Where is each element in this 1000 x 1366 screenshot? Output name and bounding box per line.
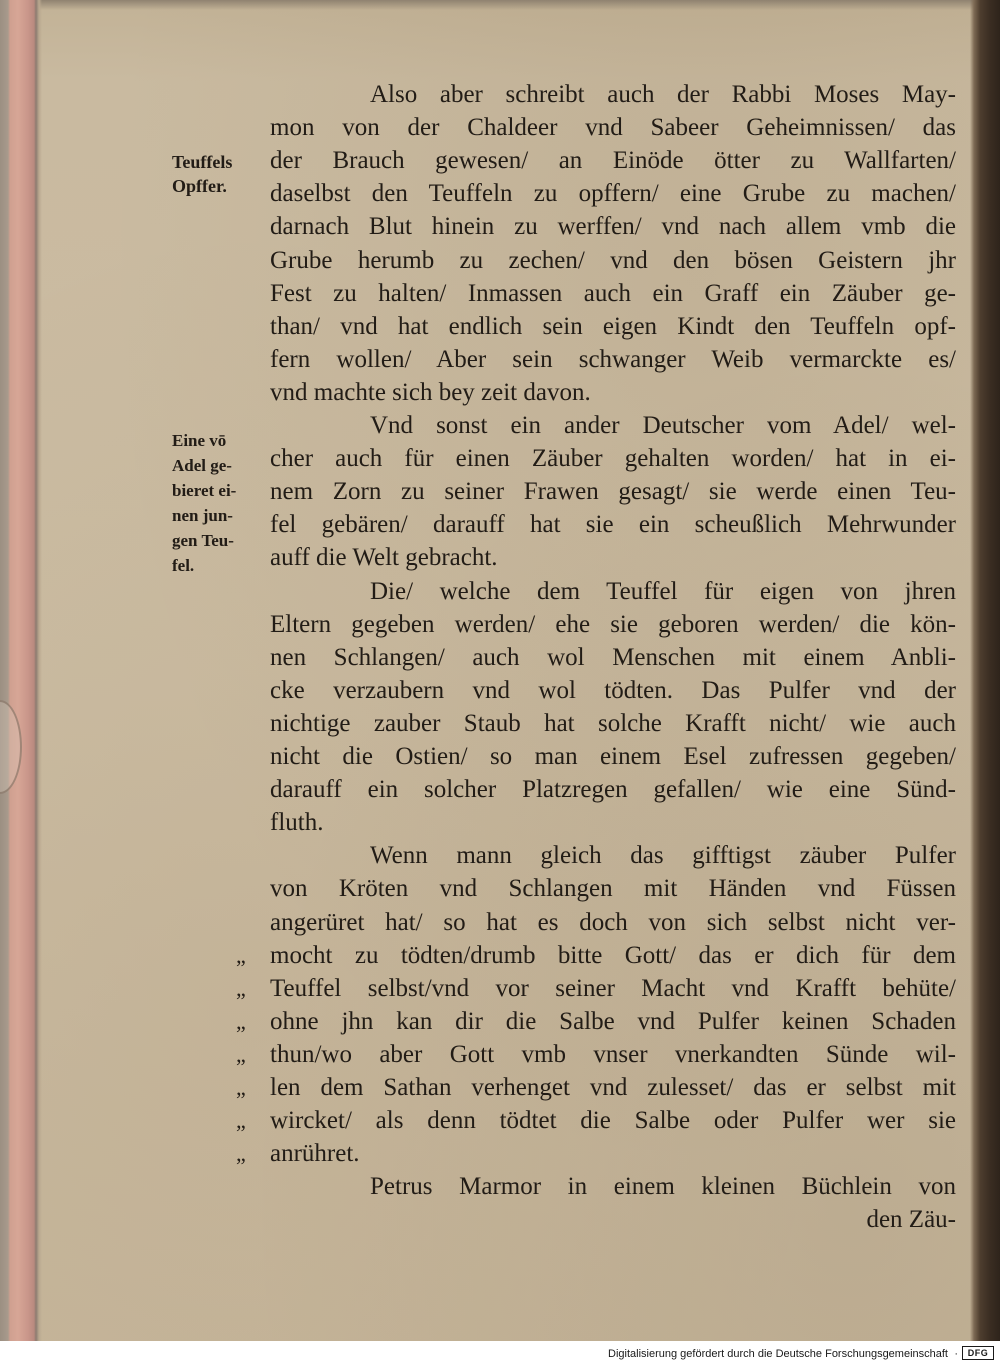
text-line <box>236 1071 956 1104</box>
text-line-content: angerüret hat/ so hat es doch von sich selbst nicht ver- <box>270 908 956 936</box>
text-line <box>270 541 956 574</box>
text-line-content: mon von der Chaldeer vnd Sabeer Geheimnissen/ das <box>270 114 956 142</box>
text-line <box>236 1137 956 1170</box>
text-line <box>270 872 956 905</box>
text-line-content: fluth. <box>270 809 324 837</box>
text-line <box>270 244 956 277</box>
margin-quote-mark: „ <box>236 1008 246 1034</box>
text-line-content: cke verzaubern vnd wol tödten. Das Pulfer vnd der <box>270 676 956 704</box>
text-line-content: Die/ welche dem Teuffel für eigen von jhren <box>370 577 956 605</box>
text-line-content: Fest zu halten/ Inmassen auch ein Graff ein Zäuber ge- <box>270 279 956 307</box>
text-line-content: Also aber schreibt auch der Rabbi Moses May- <box>370 81 956 108</box>
margin-quote-mark: „ <box>236 1041 246 1067</box>
margin-note-line: bieret ei- <box>172 481 237 500</box>
text-line <box>270 78 956 111</box>
text-line <box>236 1038 956 1071</box>
text-line-content: von Kröten vnd Schlangen mit Händen vnd Füssen <box>270 875 956 903</box>
text-line <box>270 641 956 674</box>
text-line <box>270 111 956 144</box>
margin-note-line: Adel ge- <box>172 456 232 475</box>
text-line-content: darnach Blut hinein zu werffen/ vnd nach allem vmb die <box>270 213 956 241</box>
text-line <box>270 608 956 641</box>
text-line-content: nem Zorn zu seiner Frawen gesagt/ sie werde einen Teu- <box>270 478 956 506</box>
margin-note-line: nen jun- <box>172 506 233 525</box>
digitization-footer <box>0 1341 1000 1366</box>
dfg-logo: DFG <box>962 1346 994 1360</box>
text-line-content: cher auch für einen Zäuber gehalten worden/ hat in ei- <box>270 445 956 473</box>
text-line <box>270 773 956 806</box>
text-line <box>270 508 956 541</box>
text-line-content: nichtige zauber Staub hat solche Krafft nicht/ wie auch <box>270 709 956 737</box>
text-line-content: Petrus Marmor in einem kleinen Büchlein von <box>370 1173 956 1201</box>
text-line <box>270 177 956 210</box>
margin-quote-mark: „ <box>236 1141 246 1167</box>
page-left-edge <box>0 0 42 1341</box>
text-line <box>236 939 956 972</box>
text-line <box>270 376 956 409</box>
text-line <box>270 806 956 839</box>
text-line-content: nen Schlangen/ auch wol Menschen mit einem Anbli- <box>270 643 956 671</box>
footer-credit: Digitalisierung gefördert durch die Deutsche Forschungsgemeinschaft <box>608 1348 948 1360</box>
margin-note-line: fel. <box>172 556 195 575</box>
margin-quote-mark: „ <box>236 975 246 1001</box>
text-line-content: darauff ein solcher Platzregen gefallen/ wie eine Sünd- <box>270 776 956 804</box>
text-line-content: Vnd sonst ein ander Deutscher vom Adel/ wel- <box>370 412 956 439</box>
body-text <box>236 78 956 1238</box>
text-line <box>236 1005 956 1038</box>
text-line-content: mocht zu tödten/drumb bitte Gott/ das er dich für dem <box>270 941 956 969</box>
text-line <box>270 409 956 442</box>
margin-note-line: gen Teu- <box>172 531 234 550</box>
book-cover-edge <box>970 0 1000 1341</box>
text-line-content: anrühret. <box>270 1140 360 1168</box>
text-line-content: der Brauch gewesen/ an Einöde ötter zu Wallfarten/ <box>270 147 956 175</box>
text-line <box>270 310 956 343</box>
margin-quote-mark: „ <box>236 1108 246 1134</box>
text-line-content: Teuffel selbst/vnd vor seiner Macht vnd Krafft behüte/ <box>270 974 956 1002</box>
text-line <box>270 144 956 177</box>
text-line-content: len dem Sathan verhenget vnd zulesset/ das er selbst mit <box>270 1074 956 1101</box>
text-line-content: thun/wo aber Gott vmb vnser vnerkandten Sünde wil- <box>270 1040 956 1068</box>
text-line <box>270 575 956 608</box>
text-line-content: daselbst den Teuffeln zu opffern/ eine Grube zu machen/ <box>270 180 956 208</box>
text-line-content: ohne jhn kan dir die Salbe vnd Pulfer keinen Schaden <box>270 1007 956 1035</box>
text-line-content: Grube herumb zu zechen/ vnd den bösen Geistern jhr <box>270 246 956 274</box>
text-line <box>236 972 956 1005</box>
text-line <box>270 277 956 310</box>
text-line-content: wircket/ als denn tödtet die Salbe oder Pulfer wer sie <box>270 1107 956 1135</box>
text-line <box>270 1170 956 1203</box>
text-line-content: than/ vnd hat endlich sein eigen Kindt den Teuffeln opf- <box>270 312 956 340</box>
footer-separator: · <box>954 1348 958 1360</box>
margin-quote-mark: „ <box>236 942 246 968</box>
margin-note-line: Eine vō <box>172 431 227 450</box>
text-line <box>236 1104 956 1137</box>
text-line <box>270 707 956 740</box>
text-line <box>270 839 956 872</box>
text-line-content: fern wollen/ Aber sein schwanger Weib vermarckte es/ <box>270 345 956 373</box>
text-line-content: vnd machte sich bey zeit davon. <box>270 378 591 406</box>
margin-quote-mark: „ <box>236 1075 246 1100</box>
margin-note-teuffels-opffer <box>172 150 266 198</box>
catchword: den Zäu- <box>866 1206 956 1233</box>
margin-note-line: Opffer. <box>172 176 227 196</box>
text-line <box>270 740 956 773</box>
text-line <box>270 210 956 243</box>
margin-note-eine-vom-adel <box>172 428 266 578</box>
text-line <box>270 906 956 939</box>
text-line <box>270 475 956 508</box>
text-line-content: nicht die Ostien/ so man einem Esel zufressen gegeben/ <box>270 743 956 770</box>
text-line-content: fel gebären/ darauff hat sie ein scheußlich Mehrwunder <box>270 511 956 539</box>
text-line <box>270 442 956 475</box>
margin-note-line: Teuffels <box>172 152 233 172</box>
text-line <box>270 674 956 707</box>
page-top-edge <box>0 0 1000 10</box>
text-line <box>270 343 956 376</box>
text-line-content: Eltern gegeben werden/ ehe sie geboren werden/ die kön- <box>270 610 956 638</box>
text-line-content: auff die Welt gebracht. <box>270 544 498 572</box>
text-line-content: Wenn mann gleich das gifftigst zäuber Pulfer <box>370 842 956 870</box>
